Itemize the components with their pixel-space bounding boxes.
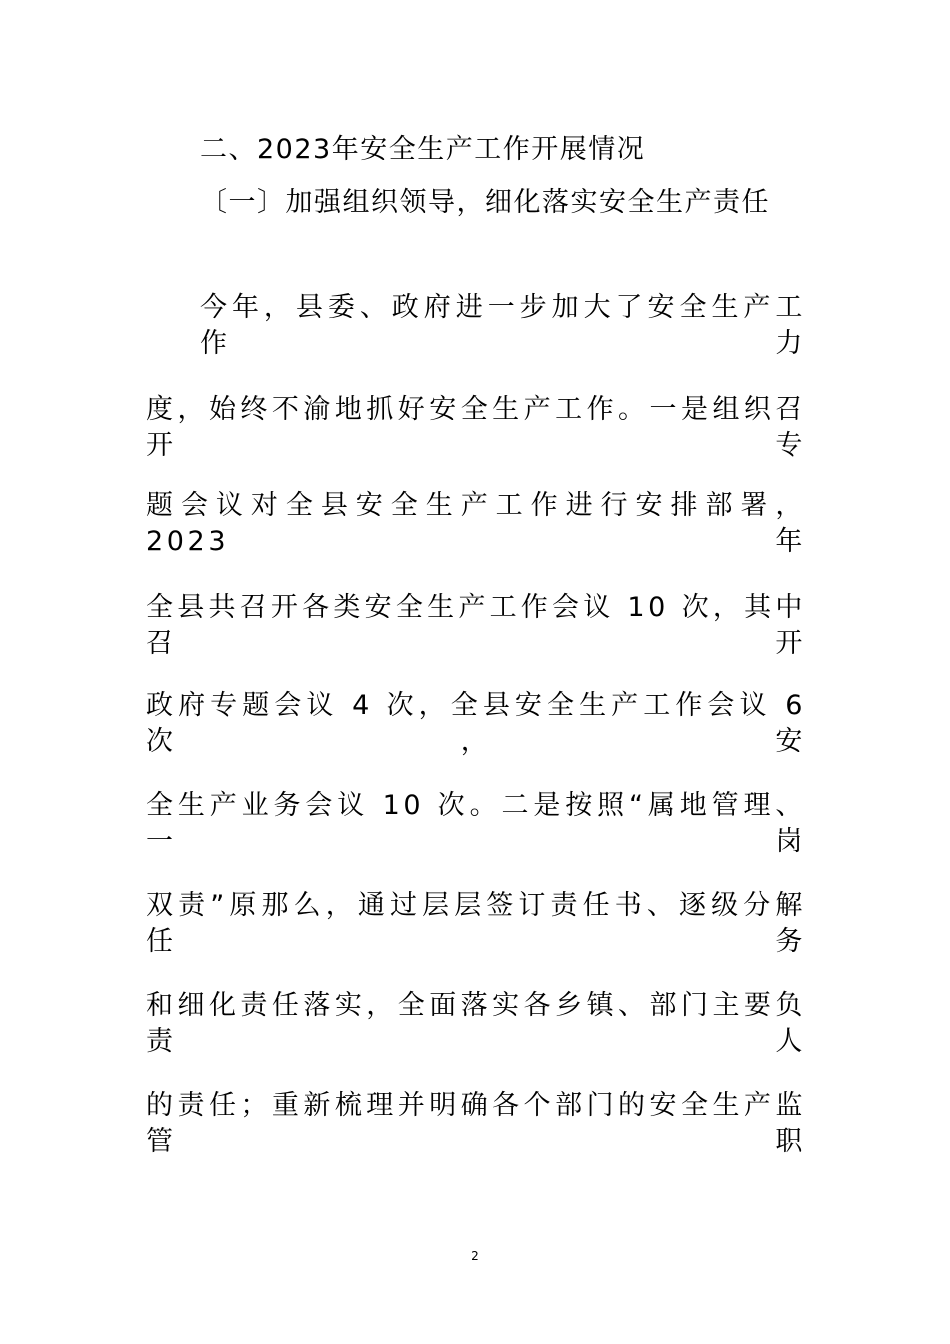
paragraph-line: 题会议对全县安全生产工作进行安排部署，2023 年 [146,490,806,557]
paragraph-line: 全生产业务会议 10 次。二是按照“属地管理、一岗 [146,790,806,857]
subsection-heading: 〔一〕加强组织领导，细化落实安全生产责任 [200,187,770,218]
paragraph-line: 全县共召开各类安全生产工作会议 10 次，其中召开 [146,592,806,659]
paragraph-line: 和细化责任落实，全面落实各乡镇、部门主要负责人 [146,990,806,1057]
paragraph-line: 政府专题会议 4 次，全县安全生产工作会议 6 次，安 [146,690,806,757]
paragraph-line: 今年，县委、政府进一步加大了安全生产工作力 [200,292,806,359]
paragraph-line: 度，始终不渝地抓好安全生产工作。一是组织召开专 [146,394,806,461]
page-number: 2 [471,1249,479,1263]
paragraph-line: 双责”原那么，通过层层签订责任书、逐级分解任务 [146,890,806,957]
paragraph-line: 的责任；重新梳理并明确各个部门的安全生产监管职 [146,1090,806,1157]
section-heading: 二、2023年安全生产工作开展情况 [200,134,646,165]
